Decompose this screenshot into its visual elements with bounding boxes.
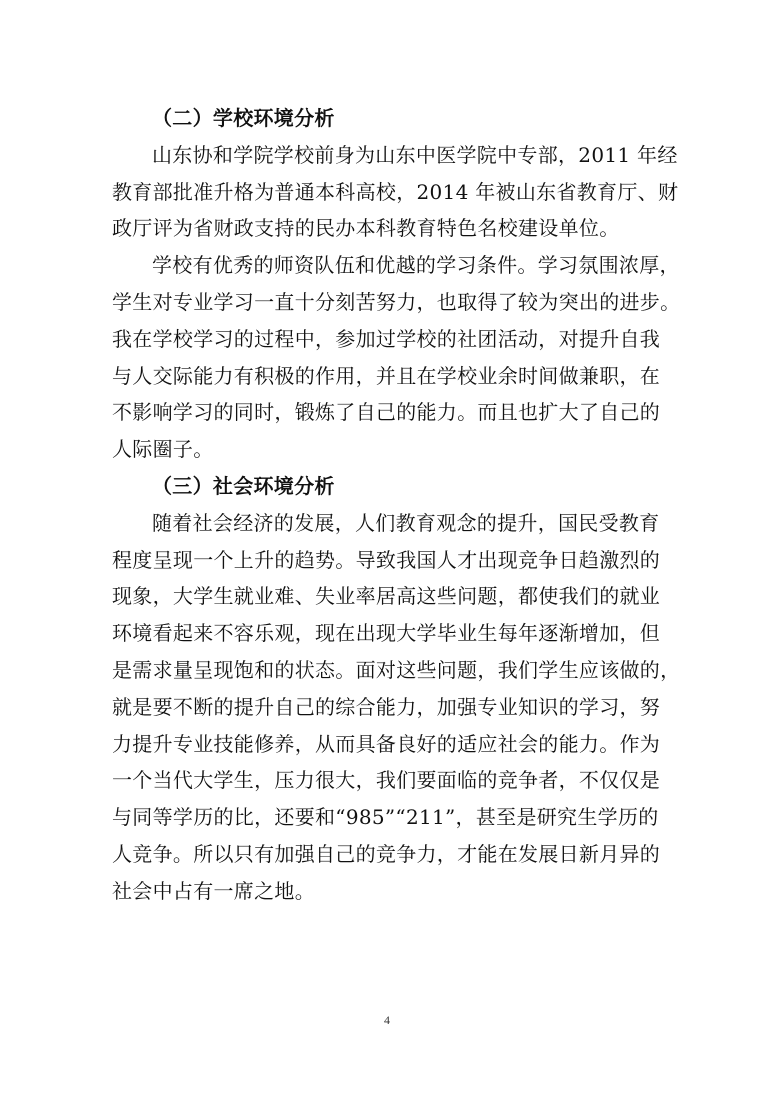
paragraph-line: 与人交际能力有积极的作用，并且在学校业余时间做兼职，在 [112, 363, 661, 388]
paragraph-line: 学生对专业学习一直十分刻苦努力，也取得了较为突出的进步。 [112, 289, 681, 314]
paragraph-line: 一个当代大学生，压力很大，我们要面临的竞争者，不仅仅是 [112, 768, 661, 793]
paragraph-line: 人竞争。所以只有加强自己的竞争力，才能在发展日新月异的 [112, 841, 661, 866]
paragraph-line: 山东协和学院学校前身为山东中医学院中专部，2011 年经 [152, 142, 678, 167]
paragraph-social-environment [112, 505, 682, 910]
paragraph-line: 与同等学历的比，还要和“985”“211”，甚至是研究生学历的 [112, 805, 659, 830]
paragraph-line: 教育部批准升格为普通本科高校，2014 年被山东省教育厅、财 [112, 179, 679, 204]
paragraph-line: 力提升专业技能修养，从而具备良好的适应社会的能力。作为 [112, 731, 661, 756]
paragraph-school-conditions [112, 247, 682, 468]
paragraph-line: 程度呈现一个上升的趋势。导致我国人才出现竞争日趋激烈的 [112, 547, 661, 572]
paragraph-line: 我在学校学习的过程中，参加过学校的社团活动，对提升自我 [112, 326, 661, 351]
paragraph-school-history [112, 137, 682, 247]
paragraph-line: 学校有优秀的师资队伍和优越的学习条件。学习氛围浓厚， [152, 253, 680, 278]
page-content [112, 100, 682, 910]
paragraph-line: 现象，大学生就业难、失业率居高这些问题，都使我们的就业 [112, 584, 661, 609]
paragraph-line: 政厅评为省财政支持的民办本科教育特色名校建设单位。 [112, 216, 620, 241]
paragraph-line: 环境看起来不容乐观，现在出现大学毕业生每年逐渐增加，但 [112, 621, 661, 646]
paragraph-line: 社会中占有一席之地。 [112, 878, 315, 903]
page-number: 4 [384, 1013, 390, 1027]
paragraph-line: 是需求量呈现饱和的状态。面对这些问题，我们学生应该做的， [112, 657, 681, 682]
paragraph-line: 不影响学习的同时，锻炼了自己的能力。而且也扩大了自己的 [112, 400, 661, 425]
paragraph-line: 人际圈子。 [112, 437, 214, 462]
paragraph-line: 就是要不断的提升自己的综合能力，加强专业知识的学习，努 [112, 694, 661, 719]
paragraph-line: 随着社会经济的发展，人们教育观念的提升，国民受教育 [152, 510, 660, 535]
section-heading-school-environment: （二）学校环境分析 [152, 106, 335, 130]
section-heading-social-environment: （三）社会环境分析 [152, 473, 335, 498]
